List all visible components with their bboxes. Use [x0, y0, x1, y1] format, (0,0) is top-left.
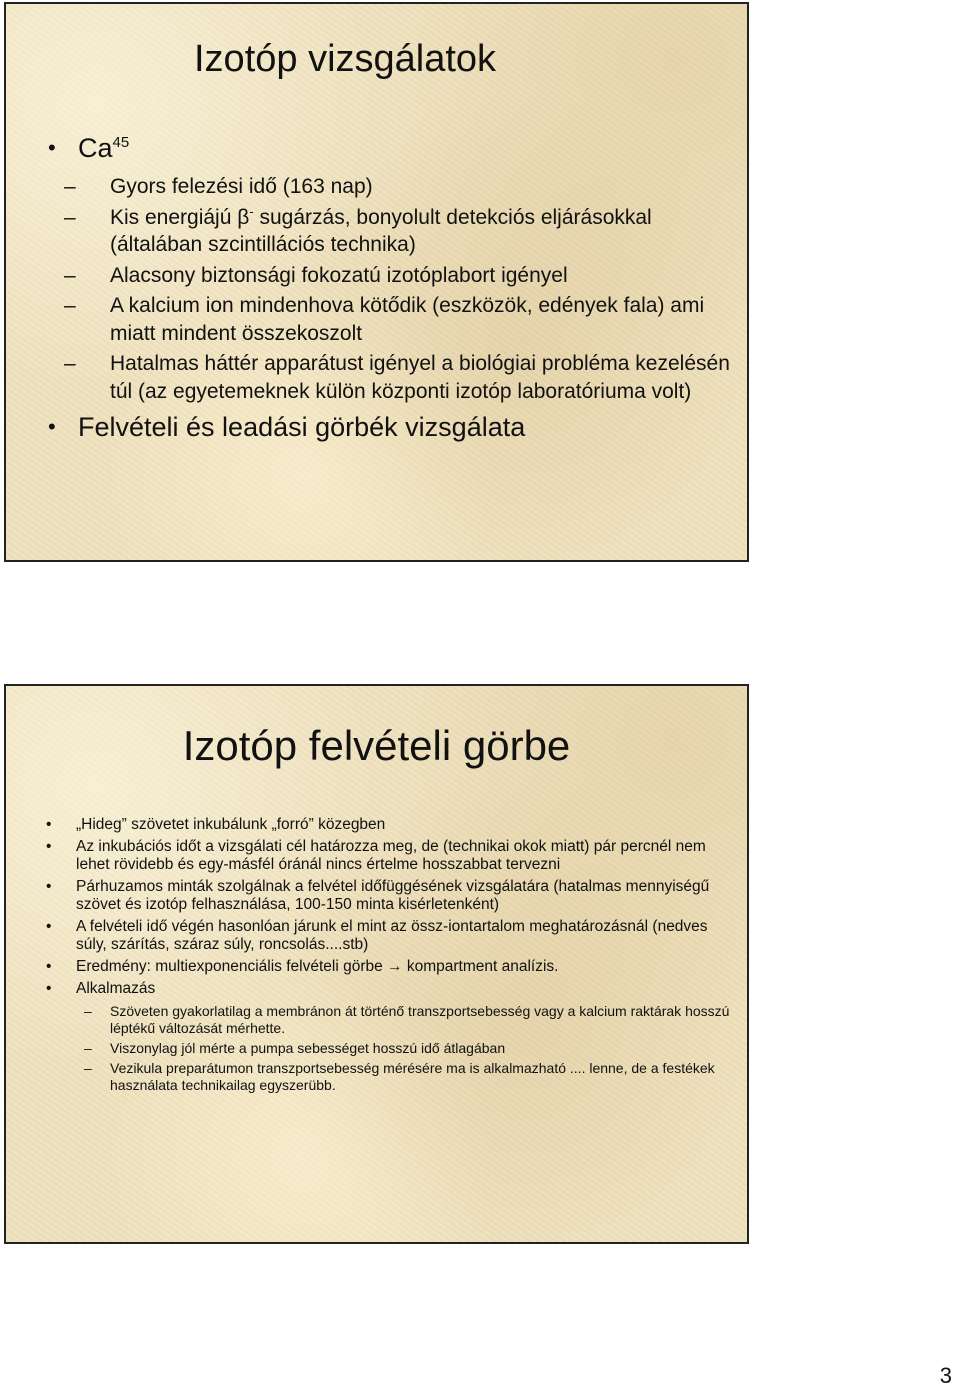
bullet-item: • A felvételi idő végén hasonlóan járunk el mint az össz-iontartalom meghatározásnál (nedves súly, szárítás, száraz súly, roncsolás....stb): [46, 918, 736, 954]
bullet-item: • Eredmény: multiexponenciális felvételi görbe → kompartment analízis.: [46, 958, 736, 976]
subbullet-text-post: sugárzás, bonyolult detekciós eljárásokkal (általában szcintillációs technika): [110, 205, 652, 256]
subbullet-item: – Vezikula preparátumon transzportsebesség mérésére ma is alkalmazható .... lenne, de a festékek használata technikailag egyszerübb.: [46, 1060, 736, 1094]
slide-izotop-vizsgalatok: [4, 2, 749, 562]
subbullet-text-pre: Kis energiájú β: [110, 205, 250, 229]
bullet-item: • „Hideg” szövetet inkubálunk „forró” közegben: [46, 816, 736, 834]
bullet-curves: • Felvételi és leadási görbék vizsgálata: [48, 411, 738, 443]
bullet-ca45: [48, 132, 738, 164]
slide-content: [48, 132, 738, 443]
slide-izotop-felveteli-gorbe: [4, 684, 749, 1244]
superscript: 45: [112, 134, 130, 151]
superscript-minus: -: [249, 203, 254, 219]
subbullet-lab-level: – Alacsony biztonsági fokozatú izotóplabort igényel: [48, 262, 738, 290]
page-number: 3: [939, 1363, 952, 1388]
slide-content: [46, 816, 736, 1094]
bullet-item: • Párhuzamos minták szolgálnak a felvétel időfüggésének vizsgálatára (hatalmas mennyiségű szövet és izotóp felhasználása, 100-150 minta kisérletenként): [46, 878, 736, 914]
bullet-item: • Az inkubációs időt a vizsgálati cél határozza meg, de (technikai okok miatt) pár percnél nem lehet rövidebb és egy-másfél óránál nincs értelme hosszabbat tervezni: [46, 838, 736, 874]
subbullet-background-apparatus: – Hatalmas háttér apparátust igényel a biológiai probléma kezelésén túl (az egyetemeknek külön központi izotóp laboratóriuma volt): [48, 350, 738, 405]
slide-title: Izotóp felvételi görbe: [182, 722, 571, 769]
subbullet-beta-radiation: [48, 204, 738, 259]
subbullet-item: – Viszonylag jól mérte a pumpa sebességet hosszú idő átlagában: [46, 1040, 736, 1057]
subbullet-half-life: – Gyors felezési idő (163 nap): [48, 173, 738, 201]
bullet-text: Ca: [78, 133, 113, 163]
subbullet-item: – Szöveten gyakorlatilag a membránon át történő transzportsebesség vagy a kalcium raktárak hosszú léptékű változását mérhette.: [46, 1003, 736, 1037]
slide-title: Izotóp vizsgálatok: [194, 38, 497, 80]
subbullet-calcium-binding: – A kalcium ion mindenhova kötődik (eszközök, edények fala) ami miatt mindent összekoszolt: [48, 292, 738, 347]
bullet-item: • Alkalmazás: [46, 980, 736, 998]
